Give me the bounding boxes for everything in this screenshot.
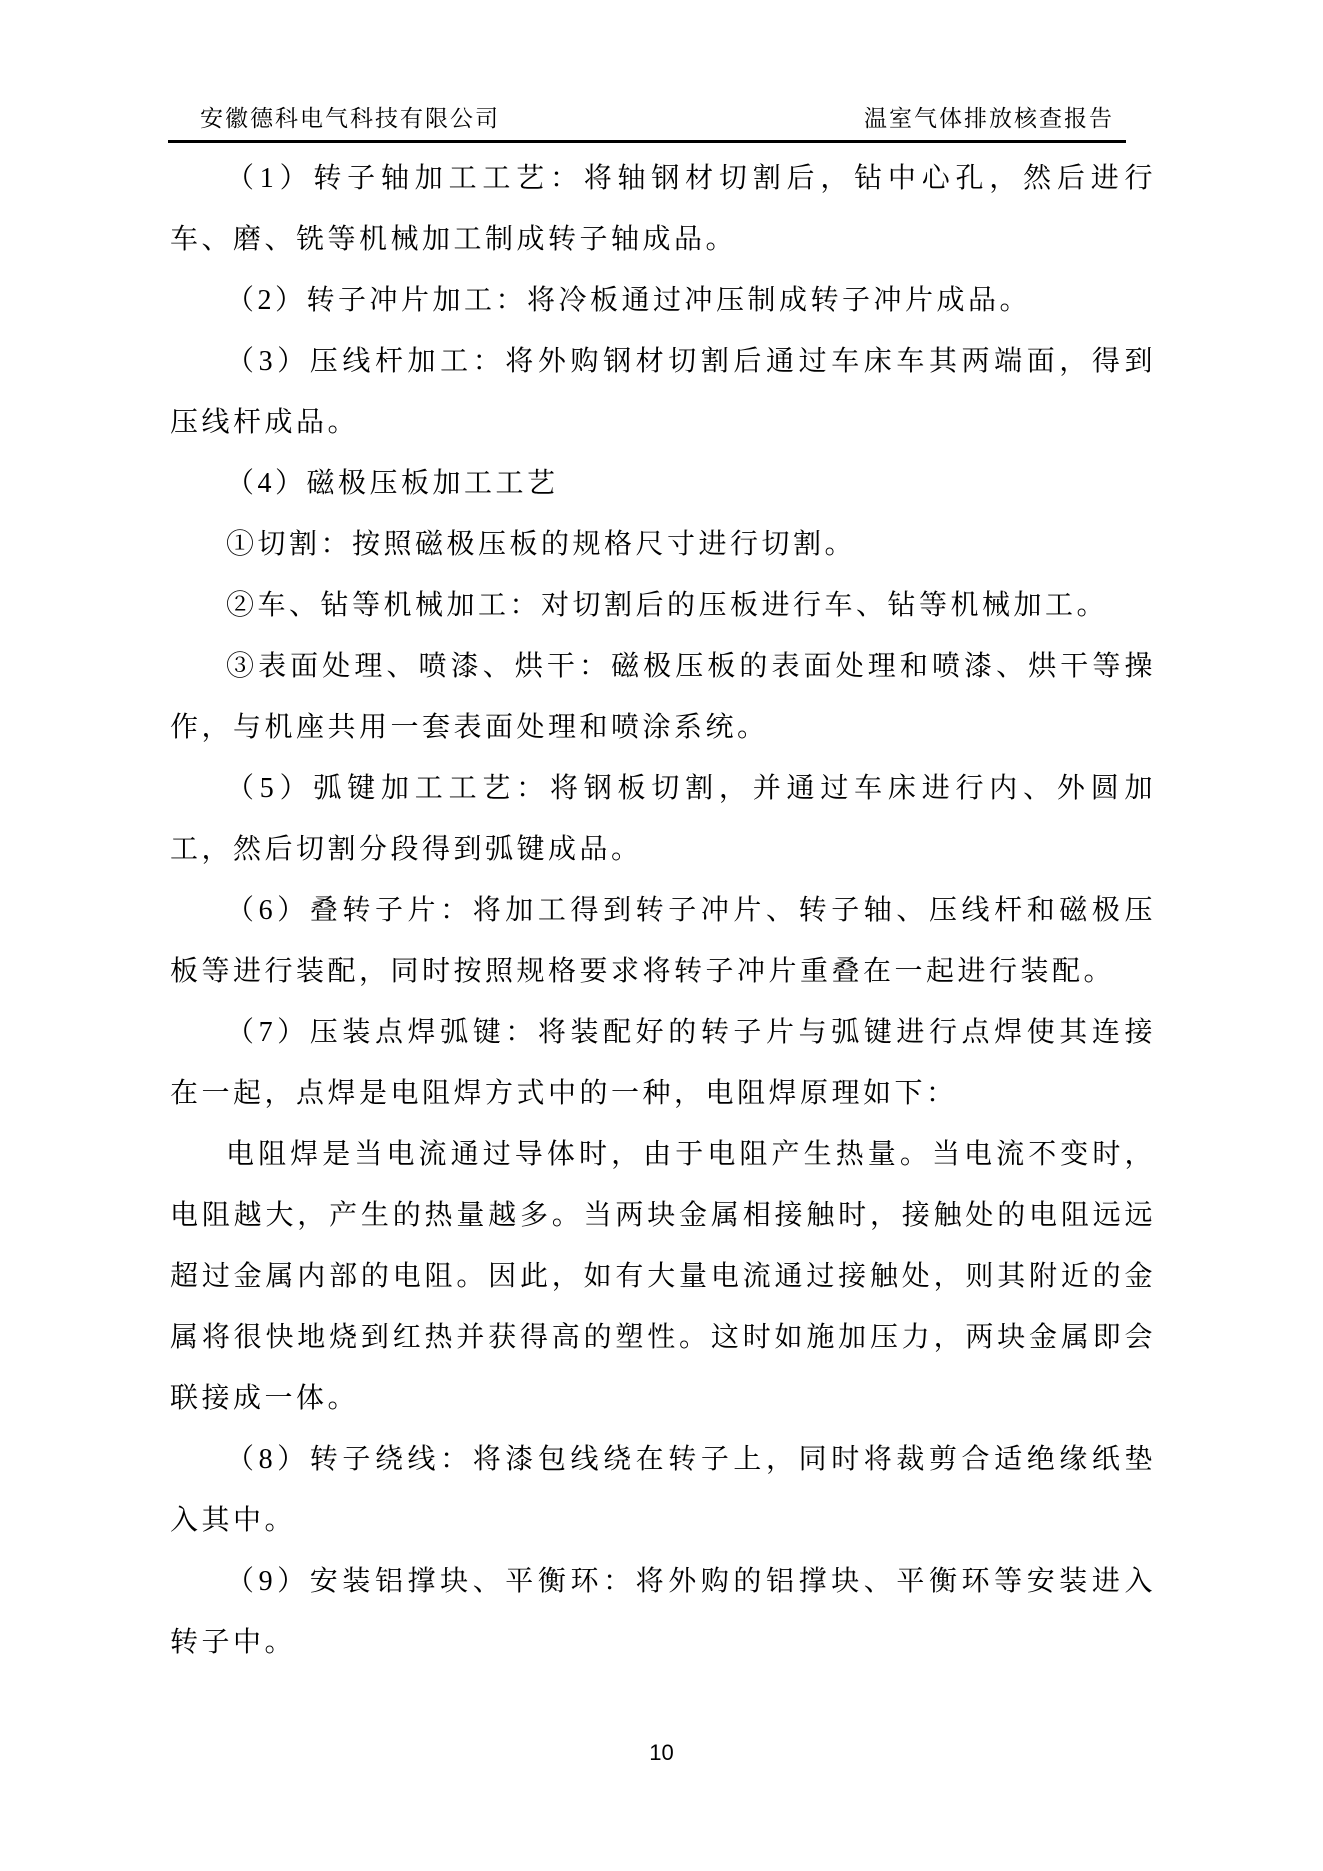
paragraph-step9: （9）安装铝撑块、平衡环：将外购的铝撑块、平衡环等安装进入转子中。	[170, 1566, 1156, 1658]
paragraph-step5: （5）弧键加工工艺：将钢板切割，并通过车床进行内、外圆加工，然后切割分段得到弧键成品。	[170, 773, 1156, 865]
page-footer	[0, 1740, 1323, 1766]
paragraph-step2: （2）转子冲片加工：将冷板通过冲压制成转子冲片成品。	[226, 285, 1032, 316]
page-header	[168, 100, 1126, 143]
page-number: 10	[649, 1740, 674, 1765]
header-company-name: 安徽德科电气科技有限公司	[200, 106, 500, 131]
paragraph-step4-sub1: ①切割：按照磁极压板的规格尺寸进行切割。	[226, 529, 857, 560]
paragraph-step8: （8）转子绕线：将漆包线绕在转子上，同时将裁剪合适绝缘纸垫入其中。	[170, 1444, 1156, 1536]
paragraph-step4: （4）磁极压板加工工艺	[226, 468, 559, 499]
paragraph-step3: （3）压线杆加工：将外购钢材切割后通过车床车其两端面，得到压线杆成品。	[170, 346, 1156, 438]
paragraph-step1: （1）转子轴加工工艺：将轴钢材切割后，钻中心孔，然后进行车、磨、铣等机械加工制成转子轴成品。	[170, 163, 1156, 255]
paragraph-step7: （7）压装点焊弧键：将装配好的转子片与弧键进行点焊使其连接在一起，点焊是电阻焊方式中的一种，电阻焊原理如下：	[170, 1017, 1156, 1109]
paragraph-resistance-welding: 电阻焊是当电流通过导体时，由于电阻产生热量。当电流不变时，电阻越大，产生的热量越多。当两块金属相接触时，接触处的电阻远远超过金属内部的电阻。因此，如有大量电流通过接触处，则其附近的金属将很快地烧到红热并获得高的塑性。这时如施加压力，两块金属即会联接成一体。	[170, 1139, 1156, 1414]
paragraph-step6: （6）叠转子片：将加工得到转子冲片、转子轴、压线杆和磁极压板等进行装配，同时按照规格要求将转子冲片重叠在一起进行装配。	[170, 895, 1156, 987]
paragraph-step4-sub2: ②车、钻等机械加工：对切割后的压板进行车、钻等机械加工。	[226, 590, 1109, 621]
paragraph-step4-sub3: ③表面处理、喷漆、烘干：磁极压板的表面处理和喷漆、烘干等操作，与机座共用一套表面处理和喷涂系统。	[170, 651, 1156, 743]
document-body	[170, 148, 1156, 1673]
header-report-title: 温室气体排放核查报告	[864, 106, 1114, 131]
